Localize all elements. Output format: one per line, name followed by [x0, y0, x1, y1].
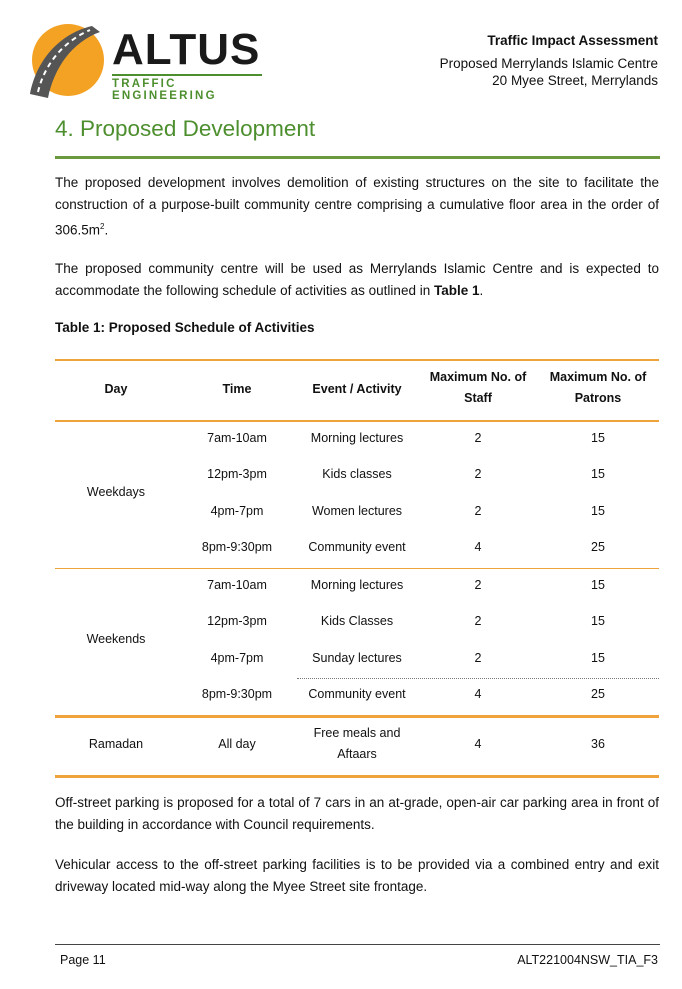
cell-staff: 2 — [474, 504, 482, 518]
cell-patrons: 15 — [591, 578, 605, 592]
cell-staff: 4 — [474, 687, 482, 701]
paragraph-2: The proposed community centre will be used as Merrylands Islamic Centre and is expected to accommodate the following schedule of activities as outlined in Table 1. — [55, 261, 659, 298]
project-name: Proposed Merrylands Islamic Centre — [439, 56, 658, 71]
cell-time: 4pm-7pm — [210, 651, 264, 665]
cell-patrons: 15 — [591, 651, 605, 665]
cell-staff: 2 — [474, 467, 482, 481]
cell-event: Community event — [308, 687, 406, 701]
cell-event: Morning lectures — [310, 431, 404, 445]
cell-patrons: 25 — [591, 687, 605, 701]
superscript: 2 — [100, 222, 105, 231]
table-reference: Table 1 — [433, 283, 480, 298]
cell-staff: 2 — [474, 651, 482, 665]
col-header-time: Time — [222, 382, 252, 396]
cell-event: Morning lectures — [310, 578, 404, 592]
cell-event: Free meals and Aftaars — [313, 726, 401, 761]
cell-time: 7am-10am — [207, 431, 267, 445]
page-number: Page 11 — [60, 953, 106, 967]
cell-patrons: 15 — [591, 614, 605, 628]
col-header-event: Event / Activity — [312, 382, 402, 396]
cell-event: Kids classes — [322, 467, 392, 481]
cell-staff: 2 — [474, 614, 482, 628]
day-weekdays: Weekdays — [86, 485, 146, 499]
day-ramadan: Ramadan — [88, 737, 144, 751]
paragraph-3: Off-street parking is proposed for a total of 7 cars in an at-grade, open-air car parking area in front of the building in accordance with Council requirements. — [55, 795, 659, 832]
cell-time: All day — [218, 737, 256, 751]
cell-event: Sunday lectures — [312, 651, 402, 665]
cell-time: 12pm-3pm — [207, 614, 267, 628]
logo-tagline: TRAFFIC ENGINEERING — [112, 78, 217, 102]
cell-staff: 2 — [474, 578, 482, 592]
cell-staff: 2 — [474, 431, 482, 445]
section-divider — [55, 156, 660, 159]
table-top-rule — [55, 359, 659, 361]
altus-logo — [28, 22, 268, 102]
cell-time: 8pm-9:30pm — [201, 540, 273, 554]
cell-patrons: 15 — [591, 431, 605, 445]
logo-wordmark: ALTUS — [112, 25, 261, 74]
document-header — [440, 32, 658, 89]
paragraph-4: Vehicular access to the off-street parking facilities is to be provided via a combined entry and exit driveway located mid-way along the Myee Street site frontage. — [55, 857, 659, 894]
cell-staff: 4 — [474, 737, 482, 751]
section-title: 4. Proposed Development — [55, 116, 316, 141]
cell-patrons: 15 — [591, 467, 605, 481]
cell-event: Community event — [308, 540, 406, 554]
col-header-staff: Maximum No. of Staff — [429, 370, 527, 405]
project-address: 20 Myee Street, Merrylands — [492, 73, 658, 88]
group-rule — [55, 715, 659, 718]
cell-time: 7am-10am — [207, 578, 267, 592]
cell-event: Kids Classes — [320, 614, 394, 628]
logo-divider — [112, 74, 262, 76]
header-rule — [55, 420, 659, 422]
cell-event: Women lectures — [311, 504, 403, 518]
road-swoosh-icon — [28, 22, 106, 102]
col-header-day: Day — [104, 382, 128, 396]
cell-time: 12pm-3pm — [207, 467, 267, 481]
cell-time: 8pm-9:30pm — [201, 687, 273, 701]
cell-patrons: 25 — [591, 540, 605, 554]
table-caption: Table 1: Proposed Schedule of Activities — [55, 320, 315, 335]
cell-time: 4pm-7pm — [210, 504, 264, 518]
row-separator — [297, 678, 659, 679]
cell-patrons: 36 — [591, 737, 605, 751]
cell-staff: 4 — [474, 540, 482, 554]
table-bottom-rule — [55, 775, 659, 778]
day-weekends: Weekends — [86, 632, 146, 646]
col-header-patrons: Maximum No. of Patrons — [549, 370, 647, 405]
doc-type: Traffic Impact Assessment — [487, 33, 658, 48]
group-rule — [55, 568, 659, 569]
document-reference: ALT221004NSW_TIA_F3 — [517, 953, 658, 967]
footer-divider — [55, 944, 660, 945]
cell-patrons: 15 — [591, 504, 605, 518]
paragraph-1: The proposed development involves demolition of existing structures on the site to facilitate the construction of a purpose-built community centre comprising a cumulative floor area in the order of $306.5m^2$. — [55, 175, 659, 238]
